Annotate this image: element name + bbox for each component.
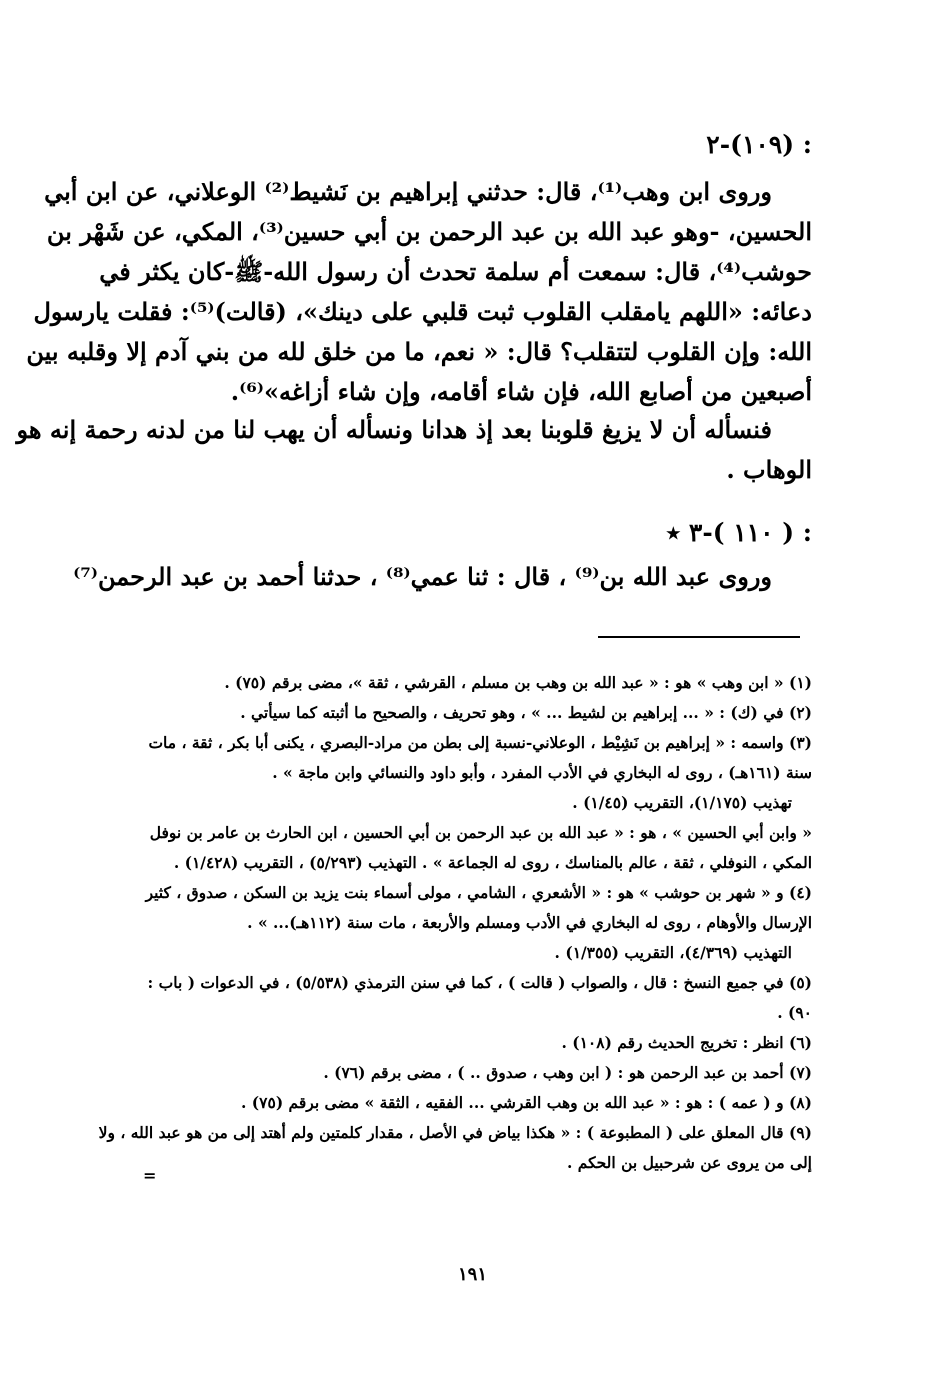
footnote-line: (٩) قال المعلق على ( المطبوعة ) : « هكذا بياض في الأصل ، مقدار كلمتين ولم أهتد إلى من هو عبد الله ، ولا	[98, 1123, 812, 1142]
footnote-line: التهذيب (٤/٣٦٩)، التقريب (١/٣٥٥) .	[554, 943, 792, 962]
text-line: دعائه: «اللهم يامقلب القلوب ثبت قلبي على دينك»، (قالت)⁽⁵⁾: فقلت يارسول	[33, 297, 812, 326]
hadith-heading-109: : (١٠٩)-٢	[706, 130, 812, 159]
footnote-line: ٩٠) .	[777, 1003, 812, 1022]
text-line: وروى عبد الله بن⁽⁹⁾ ، قال : ثنا عمي⁽⁸⁾ ، حدثنا أحمد بن عبد الرحمن⁽⁷⁾	[73, 562, 772, 591]
footnote-line: (٣) واسمه : « إبراهيم بن نَشِيْط ، الوعلاني-نسبة إلى بطن من مراد-البصري ، يكنى أبا بكر ، ثقة ، مات	[148, 733, 812, 752]
footnote-line: (١) « ابن وهب » هو : « عبد الله بن وهب بن مسلم ، القرشي ، ثقة »، مضى برقم (٧٥) .	[224, 673, 812, 692]
continuation-mark: =	[143, 1166, 157, 1185]
text-line: أصبعين من أصابع الله، فإن شاء أقامه، وإن شاء أزاغه»⁽⁶⁾.	[230, 377, 812, 406]
footnote-line: تهذيب (١/١٧٥)، التقريب (١/٤٥) .	[572, 793, 792, 812]
footnote-line: (٨) و ( عمه ) : هو : « عبد الله بن وهب القرشي ... الفقيه ، الثقة » مضى برقم (٧٥) .	[241, 1093, 812, 1112]
footnote-line: الإرسال والأوهام ، روى له البخاري في الأدب ومسلم والأربعة ، مات سنة (١١٢هـ)... » .	[247, 913, 812, 932]
footnote-separator	[598, 636, 800, 638]
text-line: الحسين، -وهو عبد الله بن عبد الرحمن بن أبي حسين⁽³⁾، المكي، عن شَهْر بن	[46, 217, 812, 246]
page-number: ١٩١	[457, 1264, 487, 1285]
text-line: وروى ابن وهب⁽¹⁾، قال: حدثني إبراهيم بن نَشيط⁽²⁾ الوعلاني، عن ابن أبي	[44, 177, 772, 206]
footnote-line: (٥) في جميع النسخ : قال ، والصواب ( قالت ) ، كما في سنن الترمذي (٥/٥٣٨) ، في الدعوات ( باب :	[147, 973, 812, 992]
footnote-line: إلى من يروى عن شرحبيل بن الحكم .	[567, 1153, 812, 1172]
footnote-line: « وابن أبي الحسين » ، هو : « عبد الله بن عبد الرحمن بن أبي الحسين ، ابن الحارث بن عامر بن نوفل	[149, 823, 812, 842]
footnote-line: (٢) في (ك) : « ... إبراهيم بن لشيط ... » ، وهو تحريف ، والصحيح ما أثبته كما سيأتي .	[240, 703, 812, 722]
footnote-line: (٤) و « شهر بن حوشب » هو : « الأشعري ، الشامي ، مولى أسماء بنت يزيد بن السكن ، صدوق ، كثير	[145, 883, 812, 902]
supplication-paragraph	[16, 410, 812, 490]
text-line: الوهاب .	[726, 455, 812, 484]
footnote-line: المكي ، النوفلي ، ثقة ، عالم بالمناسك ، روى له الجماعة » . التهذيب (٥/٢٩٣) ، التقريب (١/٤٢٨) .	[173, 853, 812, 872]
footnote-line: (٧) أحمد بن عبد الرحمن هو : ( ابن وهب ، صدوق .. ) ، مضى برقم (٧٦) .	[323, 1063, 812, 1082]
footnote-line: (٦) انظر : تخريج الحديث رقم (١٠٨) .	[561, 1033, 812, 1052]
footnotes	[98, 668, 812, 1178]
hadith-heading-110: : ( ١١٠ )-٣ ٭	[666, 518, 812, 547]
text-line: فنسأله أن لا يزيغ قلوبنا بعد إذ هدانا ونسأله أن يهب لنا من لدنه رحمة إنه هو	[16, 415, 772, 444]
text-line: الله: وإن القلوب لتتقلب؟ قال: « نعم، ما من خلق لله من بني آدم إلا وقلبه بين	[26, 337, 812, 366]
hadith-text-109	[26, 172, 812, 412]
footnote-line: سنة (١٦١هـ) ، روى له البخاري في الأدب المفرد ، وأبو داود والنسائي وابن ماجة » .	[272, 763, 812, 782]
hadith-text-110	[73, 557, 812, 597]
text-line: حوشب⁽⁴⁾، قال: سمعت أم سلمة تحدث أن رسول الله-ﷺ-كان يكثر في	[99, 257, 812, 286]
